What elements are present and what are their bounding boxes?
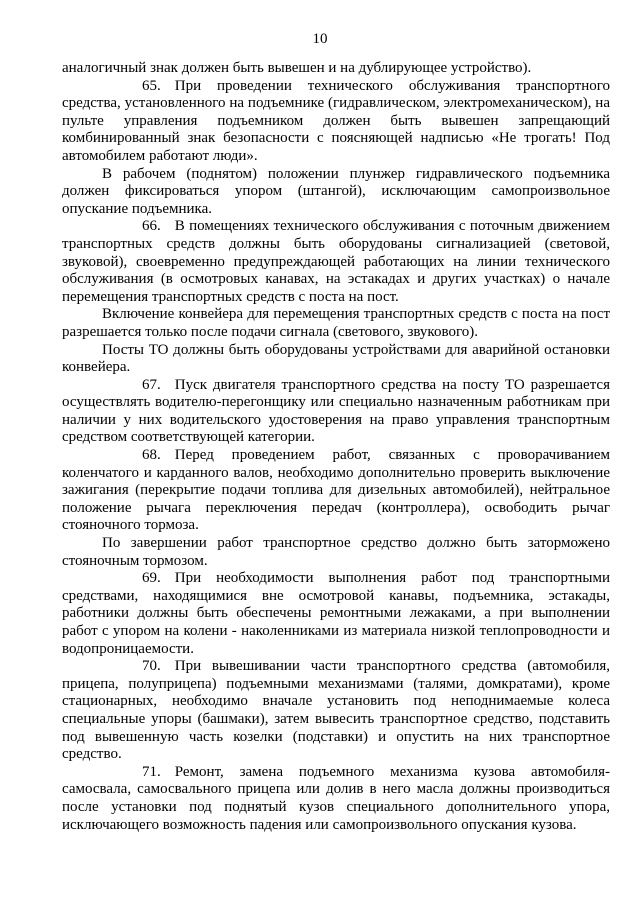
clause-number: 66. bbox=[142, 218, 161, 235]
clause-70 bbox=[62, 658, 610, 764]
paragraph-text: При проведении технического обслуживания транспортного средства, установленного на подъемнике (гидравлическом, электромеханическом), на пульте управления подъемником должен быть вывешен запрещающий комбинированный знак безопасности с поясняющей надписью «Не трогать! Под автомобилем работают люди». bbox=[62, 77, 610, 164]
paragraph-text: При вывешивании части транспортного средства (автомобиля, прицепа, полуприцепа) подъемными механизмами (талями, домкратами), кроме стационарных, необходимо вначале установить под неподнимаемые колеса специальные упоры (башмаки), затем вывесить транспортное средство, подставить под вывешенную часть козелки (подставки) и опустить на них транспортное средство. bbox=[62, 658, 610, 763]
paragraph-text: Ремонт, замена подъемного механизма кузова автомобиля-самосвала, самосвального прицепа или долив в него масла должны производиться после установки под поднятый кузов специального дополнительного упора, исключающего возможность падения или самопроизвольного опускания кузова. bbox=[62, 763, 610, 833]
paragraph-text: Включение конвейера для перемещения транспортных средств с поста на пост разрешается только после подачи сигнала (светового, звукового). bbox=[62, 306, 610, 340]
clause-68 bbox=[62, 447, 610, 535]
clause-number: 69. bbox=[142, 570, 161, 587]
paragraph-text: Посты ТО должны быть оборудованы устройствами для аварийной остановки конвейера. bbox=[62, 341, 610, 376]
paragraph-text: Перед проведением работ, связанных с проворачиванием коленчатого и карданного валов, необходимо дополнительно проверить выключение зажигания (перекрытие подачи топлива для дизельных автомобилей), нейтральное положение рычага переключения передач (контроллера), освободить рычаг стояночного тормоза. bbox=[62, 447, 610, 534]
clause-66 bbox=[62, 218, 610, 306]
paragraph bbox=[62, 306, 610, 341]
paragraph bbox=[62, 166, 610, 219]
clause-71 bbox=[62, 764, 610, 834]
document-body bbox=[62, 60, 610, 834]
paragraph-text: Пуск двигателя транспортного средства на посту ТО разрешается осуществлять водителю-перегонщику или специально назначенным работникам при наличии у них водительского удостоверения на право управления транспортным средством соответствующей категории. bbox=[62, 376, 610, 446]
paragraph-continuation bbox=[62, 60, 610, 78]
paragraph-text: аналогичный знак должен быть вывешен и на дублирующее устройство). bbox=[62, 60, 532, 76]
clause-number: 68. bbox=[142, 447, 161, 464]
clause-65 bbox=[62, 78, 610, 166]
clause-number: 70. bbox=[142, 658, 161, 675]
paragraph-text: В рабочем (поднятом) положении плунжер гидравлического подъемника должен фиксироваться упором (штангой), исключающим самопроизвольное опускание подъемника. bbox=[62, 165, 610, 217]
paragraph bbox=[62, 342, 610, 377]
paragraph-text: При необходимости выполнения работ под транспортными средствами, находящимися вне осмотровой канавы, подъемника, эстакады, работники должны быть обеспечены ремонтными лежаками, а при выполнении работ с упором на колени - наколенниками из материала низкой теплопроводности и водопроницаемости. bbox=[62, 570, 610, 657]
paragraph bbox=[62, 535, 610, 570]
paragraph-text: В помещениях технического обслуживания с поточным движением транспортных средств должны быть оборудованы сигнализацией (световой, звуковой), своевременно предупреждающей работающих на линии технического обслуживания (в осмотровых канавах, на эстакадах и других участках) о начале перемещения транспортных средств с поста на пост. bbox=[62, 218, 610, 305]
clause-number: 67. bbox=[142, 376, 161, 393]
clause-67 bbox=[62, 377, 610, 447]
paragraph-text: По завершении работ транспортное средство должно быть заторможено стояночным тормозом. bbox=[62, 535, 610, 569]
clause-69 bbox=[62, 570, 610, 658]
clause-number: 71. bbox=[142, 763, 161, 780]
clause-number: 65. bbox=[142, 77, 161, 94]
page-number: 10 bbox=[312, 31, 328, 47]
